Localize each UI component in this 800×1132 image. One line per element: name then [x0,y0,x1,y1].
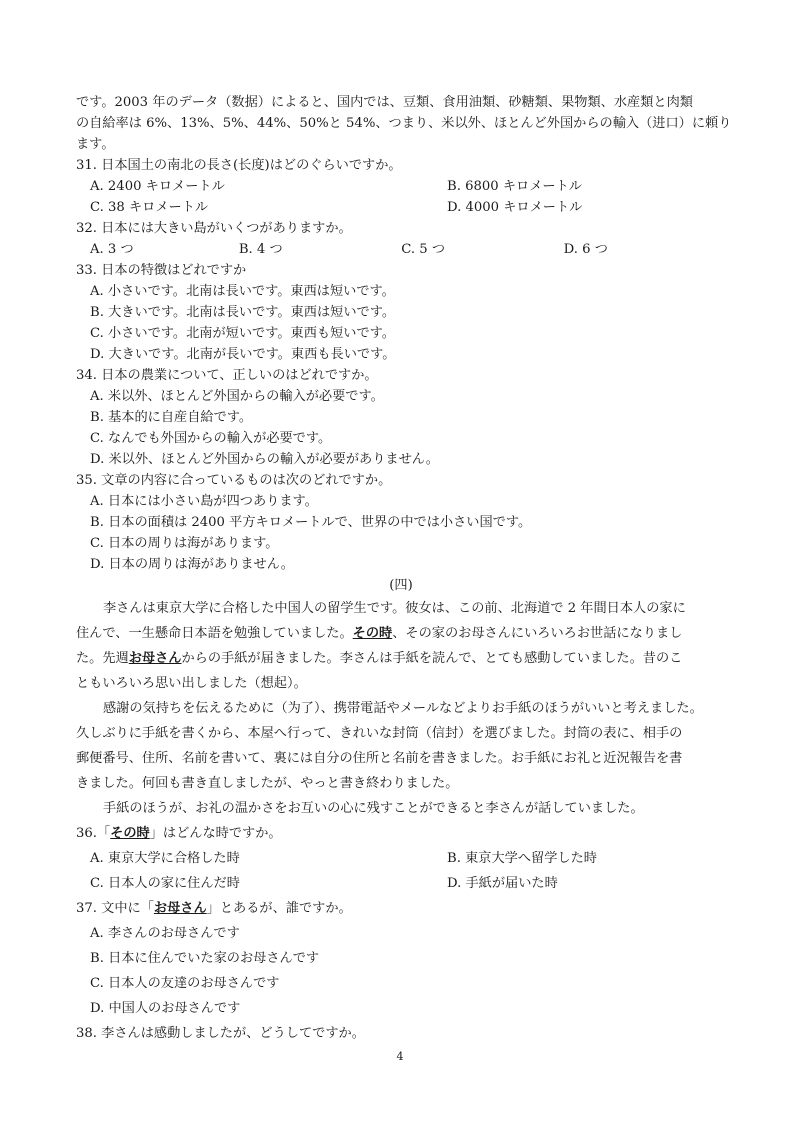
option-b[interactable]: B. 東京大学へ留学した時 [447,851,597,866]
passage-line: 感謝の気持ちを伝えるために（为了）、携帯電話やメールなどよりお手紙のほうがいいと考えました。 [103,701,703,716]
intro-line: の自給率は 6%、13%、5%、44%、50%と 54%、つまり、米以外、ほとんど外国からの輸入（进口）に頼り [76,116,732,131]
option-b[interactable]: B. 基本的に自産自給です。 [90,410,253,425]
question-stem: 35. 文章の内容に合っているものは次のどれですか。 [76,473,392,488]
option-a[interactable]: A. 李さんのお母さんです [90,926,240,941]
passage-line: 住んで、一生懸命日本語を勉強していました。その時、その家のお母さんにいろいろお世話になりまし [76,626,683,641]
option-d[interactable]: D. 中国人のお母さんです [90,1001,241,1016]
passage-line: た。先週お母さんからの手紙が届きました。李さんは手紙を読んで、とても感動していました。昔のこ [76,651,683,666]
option-d[interactable]: D. 日本の周りは海がありません。 [90,557,294,572]
passage-line: 李さんは東京大学に合格した中国人の留学生です。彼女は、この前、北海道で 2 年間日本人の家に [103,601,686,616]
question-stem: 31. 日本国土の南北の長さ(长度)はどのぐらいですか。 [76,158,402,173]
option-c[interactable]: C. 日本の周りは海があります。 [90,536,279,551]
option-a[interactable]: A. 米以外、ほとんど外国からの輸入が必要です。 [90,389,384,404]
option-b[interactable]: B. 6800 キロメートル [447,179,582,194]
question-33 [76,260,726,365]
option-b[interactable]: B. 大きいです。北南は長いです。東西は短いです。 [90,305,396,320]
underlined-phrase: お母さん [128,651,182,666]
question-stem: 38. 李さんは感動しましたが、どうしてですか。 [76,1026,365,1041]
intro-line: ます。 [76,137,115,152]
option-b[interactable]: B. 日本に住んでいた家のお母さんです [90,951,320,966]
option-c[interactable]: C. 日本人の家に住んだ時 [90,876,240,891]
question-37 [76,896,726,1021]
question-stem: 33. 日本の特徴はどれですか [76,263,247,278]
exam-page [76,92,732,1046]
passage-line: 久しぶりに手紙を書くから、本屋へ行って、きれいな封筒（信封）を選びました。封筒の表に、相手の [76,726,683,741]
passage-line: 郵便番号、住所、名前を書いて、裏には自分の住所と名前を書きました。お手紙にお礼と近況報告を書 [76,751,683,766]
option-c[interactable]: C. 日本人の友達のお母さんです [90,976,280,991]
question-31 [76,155,726,218]
option-c[interactable]: C. 38 キロメートル [90,200,209,215]
option-a[interactable]: A. 2400 キロメートル [90,179,225,194]
option-a[interactable]: A. 3 つ [90,242,134,257]
option-d[interactable]: D. 米以外、ほとんど外国からの輸入が必要がありません。 [90,452,439,467]
option-c[interactable]: C. 5 つ [401,242,446,257]
option-a[interactable]: A. 小さいです。北南は長いです。東西は短いです。 [90,284,395,299]
page-number: 4 [396,1050,404,1063]
question-stem: 37. 文中に「お母さん」とあるが、誰ですか。 [76,901,352,916]
question-35 [76,470,726,575]
option-b[interactable]: B. 4 つ [238,242,283,257]
option-b[interactable]: B. 日本の面積は 2400 平方キロメートルで、世界の中では小さい国です。 [90,515,532,530]
question-34 [76,365,726,470]
passage-line: 手紙のほうが、お礼の温かさをお互いの心に残すことができると李さんが話していました。 [103,801,644,816]
question-32 [76,218,726,260]
question-38 [76,1021,726,1046]
option-c[interactable]: C. なんでも外国からの輸入が必要です。 [90,431,332,446]
underlined-phrase: その時 [352,626,393,641]
question-stem: 34. 日本の農業について、正しいのはどれですか。 [76,368,378,383]
option-a[interactable]: A. 東京大学に合格した時 [90,851,240,866]
question-stem: 32. 日本には大きい島がいくつがありますか。 [76,221,352,236]
reading-passage [76,596,726,821]
option-d[interactable]: D. 6 つ [563,242,608,257]
question-stem: 36.「その時」はどんな時ですか。 [76,826,282,841]
passage-line: ともいろいろ思い出しました（想起）。 [76,676,307,691]
option-c[interactable]: C. 小さいです。北南が短いです。東西も短いです。 [90,326,395,341]
intro-paragraph [76,92,732,155]
option-d[interactable]: D. 4000 キロメートル [447,200,583,215]
section-title: (四) [389,578,413,593]
passage-line: きました。何回も書き直しましたが、やっと書き終わりました。 [76,776,459,791]
intro-line: です。2003 年のデータ（数据）によると、国内では、豆類、食用油類、砂糖類、果物類、水産類と肉類 [76,95,693,110]
option-d[interactable]: D. 大きいです。北南が長いです。東西も長いです。 [90,347,396,362]
question-36 [76,821,726,896]
option-a[interactable]: A. 日本には小さい島が四つあります。 [90,494,318,509]
option-d[interactable]: D. 手紙が届いた時 [447,876,558,891]
